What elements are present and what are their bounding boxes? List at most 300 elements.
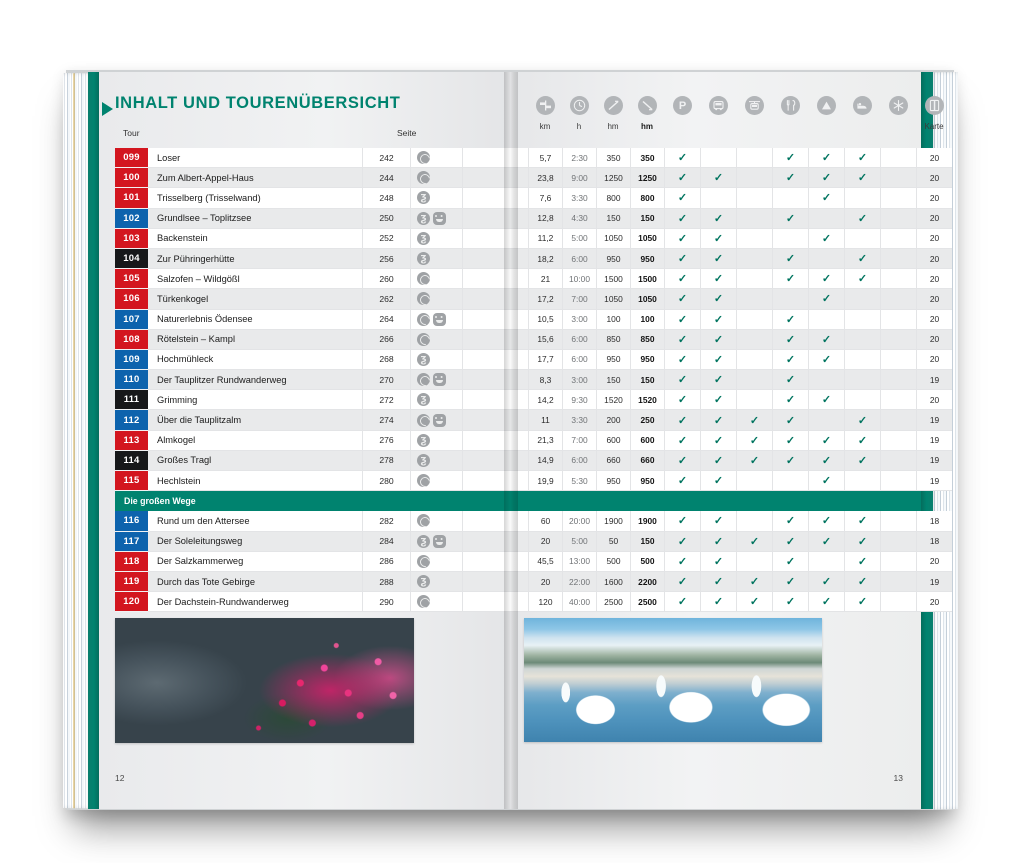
row-gutter-cell [510, 289, 528, 309]
ascent-meters: 660 [596, 451, 630, 471]
check-icon: ✓ [857, 535, 868, 548]
round-trip-icon [417, 595, 430, 608]
tour-page: 286 [362, 552, 410, 572]
ascent-meters: 500 [596, 552, 630, 572]
map-icon [925, 96, 944, 115]
row-gutter-cell [510, 209, 528, 229]
lodging-icon [853, 96, 872, 115]
tour-page: 256 [362, 249, 410, 269]
tour-data-row[interactable] [510, 451, 940, 471]
ascent-meters: 100 [596, 310, 630, 330]
tour-name: Zur Pühringerhütte [148, 249, 362, 269]
column-header-snowflake [881, 96, 915, 117]
page-number-left: 12 [115, 773, 125, 783]
tour-data-row[interactable] [510, 188, 940, 208]
tour-data-row[interactable] [510, 289, 940, 309]
tour-name: Der Salzkammerweg [148, 552, 362, 572]
restaurant-available [772, 431, 808, 451]
distance-km: 14,9 [528, 451, 562, 471]
restaurant-available [772, 572, 808, 592]
winter-available [880, 350, 916, 370]
parking-icon [673, 96, 692, 115]
parking-available [664, 390, 700, 410]
tour-data-row[interactable] [510, 532, 940, 552]
winter-available [880, 471, 916, 491]
bus-available [700, 289, 736, 309]
parking-available [664, 289, 700, 309]
check-icon: ✓ [821, 273, 832, 286]
restaurant-available [772, 168, 808, 188]
lodging-available [844, 229, 880, 249]
tour-spacer-cell [462, 330, 510, 350]
map-number: 20 [916, 310, 952, 330]
restaurant-available [772, 370, 808, 390]
check-icon: ✓ [857, 273, 868, 286]
check-icon: ✓ [821, 232, 832, 245]
row-gutter-cell [510, 451, 528, 471]
check-icon: ✓ [749, 454, 760, 467]
summit-available [808, 148, 844, 168]
winter-available [880, 269, 916, 289]
duration-hours: 6:00 [562, 350, 596, 370]
cable-car-available [736, 370, 772, 390]
tour-spacer-cell [462, 572, 510, 592]
bus-available [700, 188, 736, 208]
tour-row[interactable] [115, 289, 510, 309]
row-gutter-cell [510, 229, 528, 249]
summit-available [808, 350, 844, 370]
tour-pictograms [410, 592, 462, 612]
tour-name: Rund um den Attersee [148, 511, 362, 531]
tour-row[interactable] [115, 572, 510, 592]
check-icon: ✓ [821, 394, 832, 407]
column-header-summit [809, 96, 843, 117]
column-header-ascent [596, 96, 630, 131]
ascent-icon [604, 96, 623, 115]
column-header-label: h [576, 122, 582, 131]
column-header-lodging [845, 96, 879, 117]
tour-name: Der Soleleitungsweg [148, 532, 362, 552]
tour-data-row[interactable] [510, 370, 940, 390]
tour-row[interactable] [115, 532, 510, 552]
duration-hours: 10:00 [562, 269, 596, 289]
tour-row[interactable] [115, 451, 510, 471]
summit-available [808, 229, 844, 249]
tour-number-badge: 103 [115, 229, 148, 249]
clock-icon [570, 96, 589, 115]
check-icon: ✓ [785, 434, 796, 447]
tour-data-row[interactable] [510, 552, 940, 572]
round-trip-icon [417, 555, 430, 568]
tour-name: Backenstein [148, 229, 362, 249]
bus-available [700, 390, 736, 410]
tour-spacer-cell [462, 471, 510, 491]
tour-row[interactable] [115, 552, 510, 572]
parking-available [664, 451, 700, 471]
bus-available [700, 209, 736, 229]
bus-available [700, 350, 736, 370]
tour-row[interactable] [115, 471, 510, 491]
column-header-tour: Tour [123, 128, 140, 138]
check-icon: ✓ [785, 535, 796, 548]
tour-data-row[interactable] [510, 209, 940, 229]
tour-spacer-cell [462, 188, 510, 208]
bus-available [700, 572, 736, 592]
map-number: 20 [916, 188, 952, 208]
tour-row[interactable] [115, 148, 510, 168]
tour-number-badge: 109 [115, 350, 148, 370]
parking-available [664, 370, 700, 390]
tour-data-row[interactable] [510, 249, 940, 269]
check-icon: ✓ [677, 535, 688, 548]
tour-pictograms [410, 511, 462, 531]
bus-available [700, 370, 736, 390]
check-icon: ✓ [749, 434, 760, 447]
tour-number-badge: 110 [115, 370, 148, 390]
check-icon: ✓ [821, 515, 832, 528]
distance-km: 18,2 [528, 249, 562, 269]
tour-data-row[interactable] [510, 269, 940, 289]
ascent-meters: 1050 [596, 229, 630, 249]
lodging-available [844, 289, 880, 309]
descent-meters: 1050 [630, 289, 664, 309]
tour-row[interactable] [115, 249, 510, 269]
tour-name: Hochmühleck [148, 350, 362, 370]
ascent-meters: 200 [596, 410, 630, 430]
lodging-available [844, 350, 880, 370]
tour-name: Loser [148, 148, 362, 168]
check-icon: ✓ [857, 434, 868, 447]
alpine-flowers-image [115, 618, 414, 743]
winter-available [880, 511, 916, 531]
check-icon: ✓ [677, 353, 688, 366]
column-header-seite: Seite [397, 128, 417, 138]
tour-spacer-cell [462, 451, 510, 471]
tour-row[interactable] [115, 209, 510, 229]
tour-data-row[interactable] [510, 148, 940, 168]
tour-data-row[interactable] [510, 390, 940, 410]
descent-meters: 1520 [630, 390, 664, 410]
tour-data-row[interactable] [510, 168, 940, 188]
tour-row[interactable] [115, 390, 510, 410]
round-trip-icon [417, 292, 430, 305]
tour-page: 272 [362, 390, 410, 410]
map-number: 20 [916, 249, 952, 269]
cable-car-available [736, 431, 772, 451]
parking-available [664, 229, 700, 249]
tour-pictograms [410, 249, 462, 269]
there-and-back-icon [417, 252, 430, 265]
tour-row[interactable] [115, 370, 510, 390]
check-icon: ✓ [821, 353, 832, 366]
bus-available [700, 471, 736, 491]
column-header-label: km [539, 122, 551, 131]
map-number: 19 [916, 410, 952, 430]
family-friendly-icon [433, 414, 446, 427]
tour-data-row[interactable] [510, 350, 940, 370]
distance-km: 23,8 [528, 168, 562, 188]
summit-available [808, 431, 844, 451]
ascent-meters: 1250 [596, 168, 630, 188]
tour-number-badge: 115 [115, 471, 148, 491]
tour-pictograms [410, 269, 462, 289]
tour-row[interactable] [115, 310, 510, 330]
row-gutter-cell [510, 310, 528, 330]
parking-available [664, 188, 700, 208]
ascent-meters: 1900 [596, 511, 630, 531]
snowflake-icon [889, 96, 908, 115]
tour-spacer-cell [462, 168, 510, 188]
restaurant-available [772, 410, 808, 430]
column-header-label: Karte [924, 122, 944, 131]
tour-row[interactable] [115, 410, 510, 430]
tour-row[interactable] [115, 592, 510, 612]
ascent-meters: 1050 [596, 289, 630, 309]
tour-name: Der Tauplitzer Rundwanderweg [148, 370, 362, 390]
check-icon: ✓ [713, 212, 724, 225]
lodging-available [844, 572, 880, 592]
tour-row[interactable] [115, 229, 510, 249]
tour-pictograms [410, 350, 462, 370]
check-icon: ✓ [785, 152, 796, 165]
duration-hours: 13:00 [562, 552, 596, 572]
tour-number-badge: 107 [115, 310, 148, 330]
tour-name: Almkogel [148, 431, 362, 451]
tour-data-row[interactable] [510, 592, 940, 612]
tour-row[interactable] [115, 350, 510, 370]
tour-data-row[interactable] [510, 511, 940, 531]
map-number: 20 [916, 148, 952, 168]
tour-page: 290 [362, 592, 410, 612]
restaurant-available [772, 511, 808, 531]
cable-car-available [736, 552, 772, 572]
tour-page: 266 [362, 330, 410, 350]
tour-number-badge: 114 [115, 451, 148, 471]
tour-page: 264 [362, 310, 410, 330]
bus-available [700, 330, 736, 350]
distance-km: 8,3 [528, 370, 562, 390]
tour-spacer-cell [462, 410, 510, 430]
map-number: 19 [916, 572, 952, 592]
there-and-back-icon [417, 393, 430, 406]
lodging-available [844, 370, 880, 390]
winter-available [880, 330, 916, 350]
lodging-available [844, 451, 880, 471]
tour-data-row[interactable] [510, 431, 940, 451]
check-icon: ✓ [713, 414, 724, 427]
row-gutter-cell [510, 390, 528, 410]
ascent-meters: 850 [596, 330, 630, 350]
bus-available [700, 148, 736, 168]
check-icon: ✓ [677, 414, 688, 427]
column-header-descent [630, 96, 664, 131]
lodging-available [844, 310, 880, 330]
family-friendly-icon [433, 535, 446, 548]
check-icon: ✓ [677, 475, 688, 488]
map-number: 20 [916, 552, 952, 572]
row-gutter-cell [510, 249, 528, 269]
distance-km: 20 [528, 572, 562, 592]
distance-km: 60 [528, 511, 562, 531]
tour-number-badge: 099 [115, 148, 148, 168]
summit-icon [817, 96, 836, 115]
check-icon: ✓ [857, 454, 868, 467]
round-trip-icon [417, 313, 430, 326]
descent-meters: 950 [630, 249, 664, 269]
map-number: 20 [916, 269, 952, 289]
map-number: 20 [916, 330, 952, 350]
ascent-meters: 350 [596, 148, 630, 168]
column-header-map [917, 96, 951, 131]
row-gutter-cell [510, 269, 528, 289]
tour-row[interactable] [115, 330, 510, 350]
parking-available [664, 471, 700, 491]
tour-row[interactable] [115, 168, 510, 188]
parking-available [664, 532, 700, 552]
map-number: 18 [916, 511, 952, 531]
check-icon: ✓ [785, 454, 796, 467]
check-icon: ✓ [713, 353, 724, 366]
map-number: 20 [916, 229, 952, 249]
check-icon: ✓ [713, 394, 724, 407]
tour-row[interactable] [115, 188, 510, 208]
lodging-available [844, 511, 880, 531]
tour-spacer-cell [462, 249, 510, 269]
summit-available [808, 249, 844, 269]
summit-available [808, 310, 844, 330]
descent-meters: 500 [630, 552, 664, 572]
tour-number-badge: 116 [115, 511, 148, 531]
winter-available [880, 572, 916, 592]
tour-pictograms [410, 451, 462, 471]
summit-available [808, 471, 844, 491]
row-gutter-cell [510, 552, 528, 572]
check-icon: ✓ [857, 152, 868, 165]
duration-hours: 9:00 [562, 168, 596, 188]
duration-hours: 40:00 [562, 592, 596, 612]
lodging-available [844, 168, 880, 188]
tour-data-row[interactable] [510, 330, 940, 350]
row-gutter-cell [510, 532, 528, 552]
tour-page: 278 [362, 451, 410, 471]
check-icon: ✓ [821, 172, 832, 185]
column-header-label: hm [641, 122, 653, 131]
there-and-back-icon [417, 535, 430, 548]
descent-meters: 150 [630, 209, 664, 229]
check-icon: ✓ [713, 475, 724, 488]
winter-available [880, 289, 916, 309]
tour-name: Der Dachstein-Rundwanderweg [148, 592, 362, 612]
cable-car-available [736, 532, 772, 552]
tour-pictograms [410, 168, 462, 188]
summit-available [808, 592, 844, 612]
tour-number-badge: 105 [115, 269, 148, 289]
tour-number-badge: 113 [115, 431, 148, 451]
duration-hours: 3:00 [562, 310, 596, 330]
bus-available [700, 269, 736, 289]
tour-page: 252 [362, 229, 410, 249]
tour-data-row[interactable] [510, 471, 940, 491]
distance-km: 21 [528, 269, 562, 289]
duration-hours: 2:30 [562, 148, 596, 168]
map-number: 20 [916, 168, 952, 188]
duration-hours: 3:30 [562, 188, 596, 208]
tour-row[interactable] [115, 269, 510, 289]
check-icon: ✓ [821, 475, 832, 488]
tour-data-row[interactable] [510, 572, 940, 592]
check-icon: ✓ [821, 434, 832, 447]
parking-available [664, 148, 700, 168]
tour-pictograms [410, 572, 462, 592]
parking-available [664, 330, 700, 350]
distance-km: 14,2 [528, 390, 562, 410]
distance-km: 21,3 [528, 431, 562, 451]
cable-car-icon [745, 96, 764, 115]
distance-km: 12,8 [528, 209, 562, 229]
tour-number-badge: 119 [115, 572, 148, 592]
tour-page: 282 [362, 511, 410, 531]
icon-header-row [510, 96, 944, 150]
check-icon: ✓ [677, 152, 688, 165]
tour-row[interactable] [115, 511, 510, 531]
tour-row[interactable] [115, 431, 510, 451]
tour-data-row[interactable] [510, 310, 940, 330]
tour-page: 270 [362, 370, 410, 390]
check-icon: ✓ [713, 232, 724, 245]
tour-number-badge: 106 [115, 289, 148, 309]
parking-available [664, 431, 700, 451]
tour-data-row[interactable] [510, 410, 940, 430]
tour-page: 260 [362, 269, 410, 289]
check-icon: ✓ [713, 273, 724, 286]
bus-available [700, 249, 736, 269]
distance-km: 17,7 [528, 350, 562, 370]
restaurant-available [772, 269, 808, 289]
map-number: 19 [916, 370, 952, 390]
duration-hours: 4:30 [562, 209, 596, 229]
check-icon: ✓ [785, 414, 796, 427]
tour-pictograms [410, 229, 462, 249]
tour-name: Grundlsee – Toplitzsee [148, 209, 362, 229]
tour-page: 288 [362, 572, 410, 592]
round-trip-icon [417, 171, 430, 184]
row-gutter-cell [510, 168, 528, 188]
check-icon: ✓ [677, 555, 688, 568]
restaurant-available [772, 289, 808, 309]
ascent-meters: 950 [596, 350, 630, 370]
restaurant-available [772, 188, 808, 208]
winter-available [880, 390, 916, 410]
cover-edge-left [88, 72, 99, 809]
summit-available [808, 269, 844, 289]
check-icon: ✓ [785, 576, 796, 589]
check-icon: ✓ [713, 596, 724, 609]
duration-hours: 6:00 [562, 249, 596, 269]
tour-pictograms [410, 330, 462, 350]
cable-car-available [736, 572, 772, 592]
tour-data-row[interactable] [510, 229, 940, 249]
check-icon: ✓ [677, 293, 688, 306]
tour-pictograms [410, 188, 462, 208]
bus-available [700, 431, 736, 451]
parking-available [664, 350, 700, 370]
tour-spacer-cell [462, 310, 510, 330]
tour-spacer-cell [462, 431, 510, 451]
ascent-meters: 950 [596, 249, 630, 269]
check-icon: ✓ [677, 253, 688, 266]
tour-pictograms [410, 410, 462, 430]
descent-meters: 800 [630, 188, 664, 208]
